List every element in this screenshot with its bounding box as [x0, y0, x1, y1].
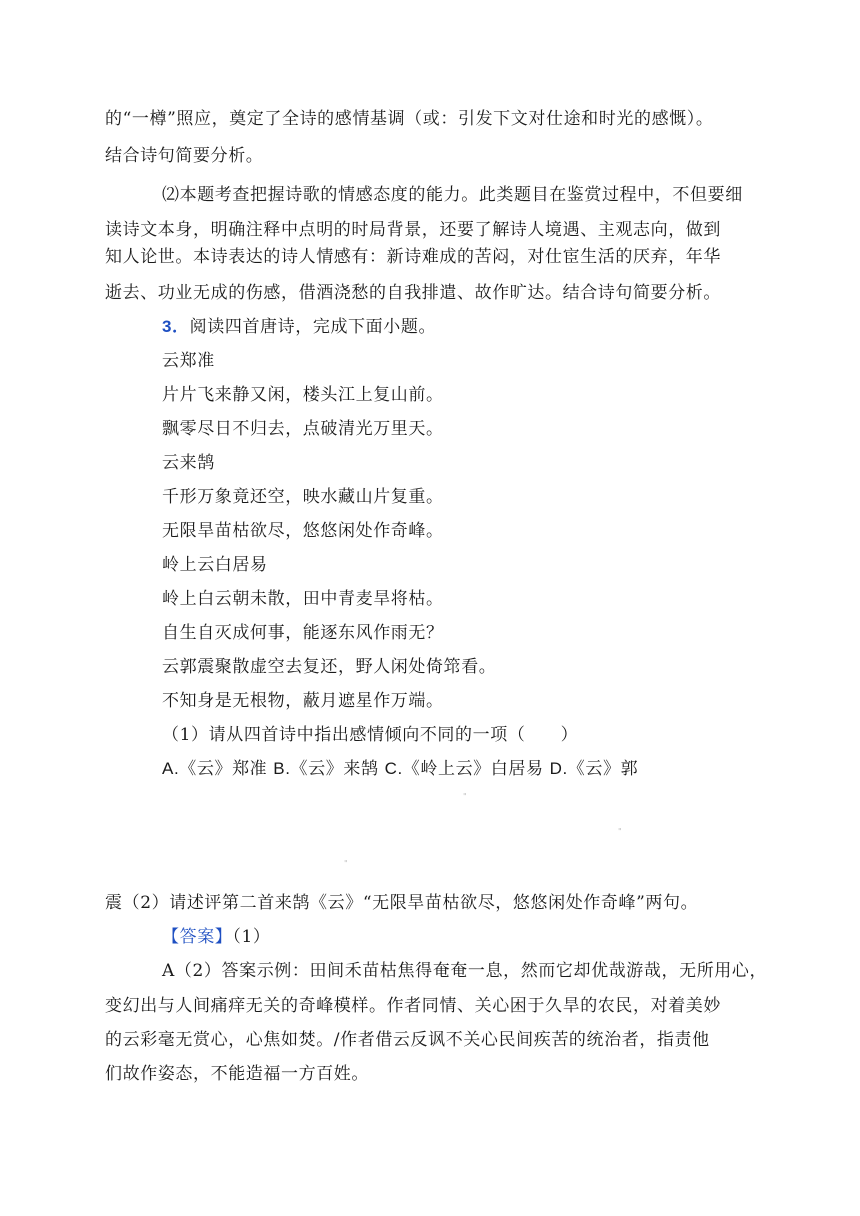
option-c-letter: C.: [384, 759, 403, 778]
option-a-text: 《云》郑准: [179, 759, 274, 779]
sub-question-1: （1）请从四首诗中指出感情倾向不同的一项（ ）: [162, 725, 579, 745]
answer-first: （1）: [232, 927, 271, 947]
stray-mark: ": [344, 859, 348, 868]
option-a-letter: A.: [162, 759, 180, 778]
option-b-letter: B.: [273, 759, 291, 778]
stray-mark: ": [618, 827, 622, 836]
text-line: 结合诗句简要分析。: [105, 146, 264, 166]
text-line: ⑵本题考查把握诗歌的情感态度的能力。此类题目在鉴赏过程中，不但要细: [162, 185, 743, 205]
poem-line: 无限旱苗枯欲尽，悠悠闲处作奇峰。: [162, 521, 444, 541]
poem-line: 云来鹄: [162, 453, 215, 473]
sub-question-2: 震（2）请述评第二首来鹄《云》“无限旱苗枯欲尽，悠悠闲处作奇峰”两句。: [105, 893, 699, 913]
poem-line: 飘零尽日不归去，点破清光万里天。: [162, 419, 444, 439]
question-prompt: 阅读四首唐诗，完成下面小题。: [189, 317, 437, 337]
stray-mark: ": [463, 792, 467, 801]
answer-line: 变幻出与人间痛痒无关的奇峰模样。作者同情、关心困于久旱的农民，对着美妙: [105, 996, 721, 1016]
poem-line: 片片飞来静又闲，楼头江上复山前。: [162, 385, 444, 405]
poem-line: 不知身是无根物，蔽月遮星作万端。: [162, 691, 444, 711]
poem-line: 自生自灭成何事，能逐东风作雨无？: [162, 623, 444, 643]
text-line: 逝去、功业无成的伤感，借酒浇愁的自我排遣、故作旷达。结合诗句简要分析。: [105, 283, 721, 303]
option-c-text: 《岭上云》白居易: [402, 759, 550, 779]
text-line: 的“一樽”照应，奠定了全诗的感情基调（或：引发下文对仕途和时光的感慨）。: [105, 109, 714, 129]
poem-line: 岭上云白居易: [162, 555, 268, 575]
answer-line: A（2）答案示例：田间禾苗枯焦得奄奄一息，然而它却优哉游哉，无所用心，: [162, 961, 768, 981]
poem-line: 岭上白云朝未散，田中青麦旱将枯。: [162, 589, 444, 609]
text-line: 知人论世。本诗表达的诗人情感有：新诗难成的苦闷，对仕宦生活的厌弃，年华: [105, 247, 721, 267]
text-line: 读诗文本身，明确注释中点明的时局背景，还要了解诗人境遇、主观志向，做到: [105, 220, 721, 240]
answer-header: [162, 926, 271, 948]
question-number: 3．: [162, 317, 190, 336]
option-b-text: 《云》来鹄: [290, 759, 385, 779]
option-d-letter: D.: [549, 759, 568, 778]
question-3: [162, 316, 436, 338]
answer-label: 【答案】: [162, 927, 233, 947]
poem-line: 云郭震聚散虚空去复还，野人闲处倚筇看。: [162, 657, 497, 677]
option-d-text: 《云》郭: [567, 759, 639, 779]
answer-line: 的云彩毫无赏心，心焦如焚。/作者借云反讽不关心民间疾苦的统治者，指责他: [105, 1030, 710, 1050]
poem-line: 云郑准: [162, 351, 215, 371]
answer-line: 们故作姿态，不能造福一方百姓。: [105, 1064, 369, 1084]
options-row: [162, 758, 638, 780]
poem-line: 千形万象竟还空，映水藏山片复重。: [162, 487, 444, 507]
